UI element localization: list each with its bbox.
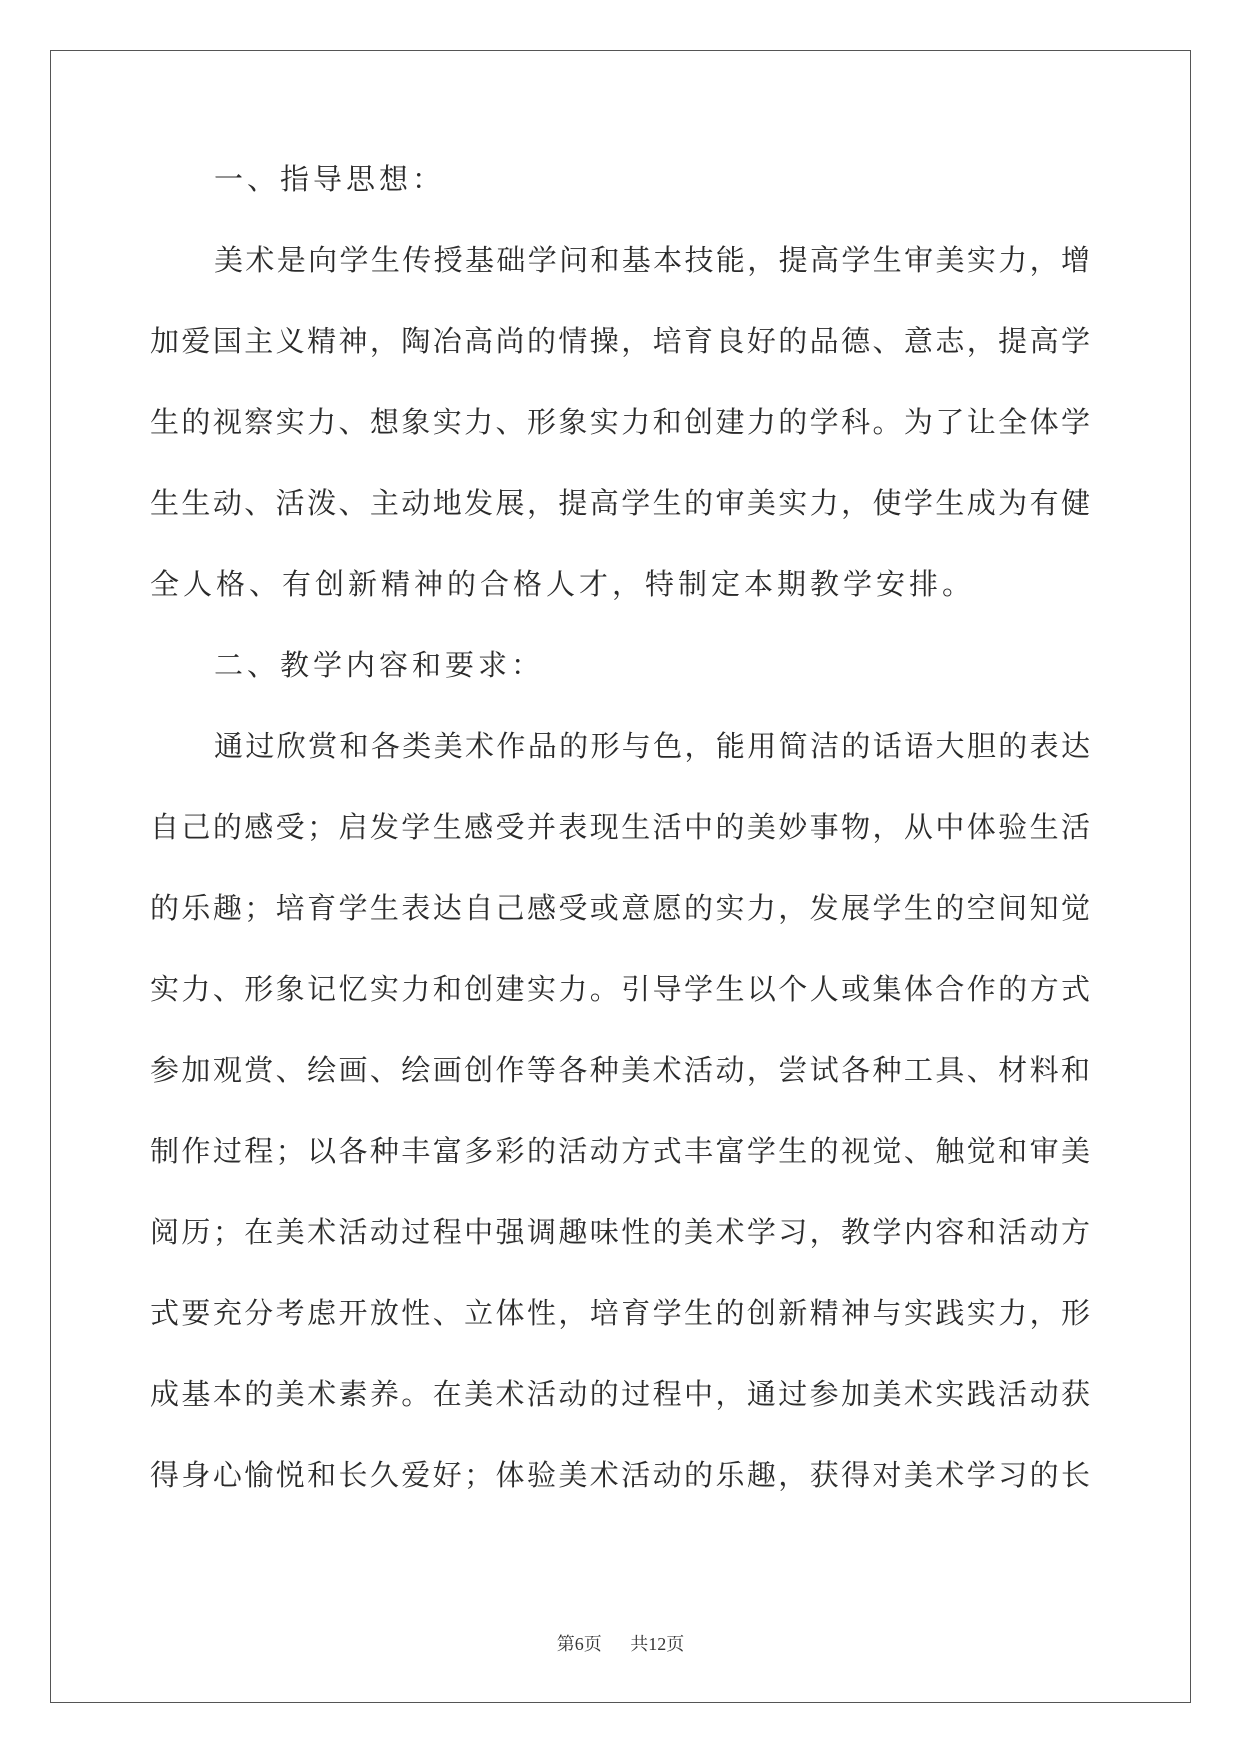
text-line: 自己的感受；启发学生感受并表现生活中的美妙事物，从中体验生活 — [150, 810, 1090, 844]
text-line: 得身心愉悦和长久爱好；体验美术活动的乐趣，获得对美术学习的长 — [150, 1458, 1090, 1492]
text-line: 制作过程；以各种丰富多彩的活动方式丰富学生的视觉、触觉和审美 — [150, 1134, 1090, 1168]
text-line: 一、指导思想： — [214, 162, 446, 196]
document-body — [150, 163, 1090, 1540]
text-line: 生生动、活泼、主动地发展，提高学生的审美实力，使学生成为有健 — [150, 486, 1090, 520]
text-line: 生的视察实力、想象实力、形象实力和创建力的学科。为了让全体学 — [150, 405, 1090, 439]
text-line: 成基本的美术素养。在美术活动的过程中，通过参加美术实践活动获 — [150, 1377, 1090, 1411]
text-line: 阅历；在美术活动过程中强调趣味性的美术学习，教学内容和活动方 — [150, 1215, 1090, 1249]
page-total: 共12页 — [630, 1634, 685, 1654]
text-line: 式要充分考虑开放性、立体性，培育学生的创新精神与实践实力，形 — [150, 1296, 1090, 1330]
text-line: 参加观赏、绘画、绘画创作等各种美术活动，尝试各种工具、材料和 — [150, 1053, 1090, 1087]
text-line: 全人格、有创新精神的合格人才，特制定本期教学安排。 — [150, 567, 976, 601]
page-footer — [0, 1630, 1241, 1656]
text-line: 实力、形象记忆实力和创建实力。引导学生以个人或集体合作的方式 — [150, 972, 1090, 1006]
text-line: 的乐趣；培育学生表达自己感受或意愿的实力，发展学生的空间知觉 — [150, 891, 1090, 925]
text-line: 加爱国主义精神，陶冶高尚的情操，培育良好的品德、意志，提高学 — [150, 324, 1090, 358]
page-number: 第6页 — [556, 1634, 602, 1654]
text-line: 二、教学内容和要求： — [214, 648, 545, 682]
text-line: 通过欣赏和各类美术作品的形与色，能用简洁的话语大胆的表达 — [214, 729, 1090, 763]
text-line: 美术是向学生传授基础学问和基本技能，提高学生审美实力，增 — [214, 243, 1090, 277]
